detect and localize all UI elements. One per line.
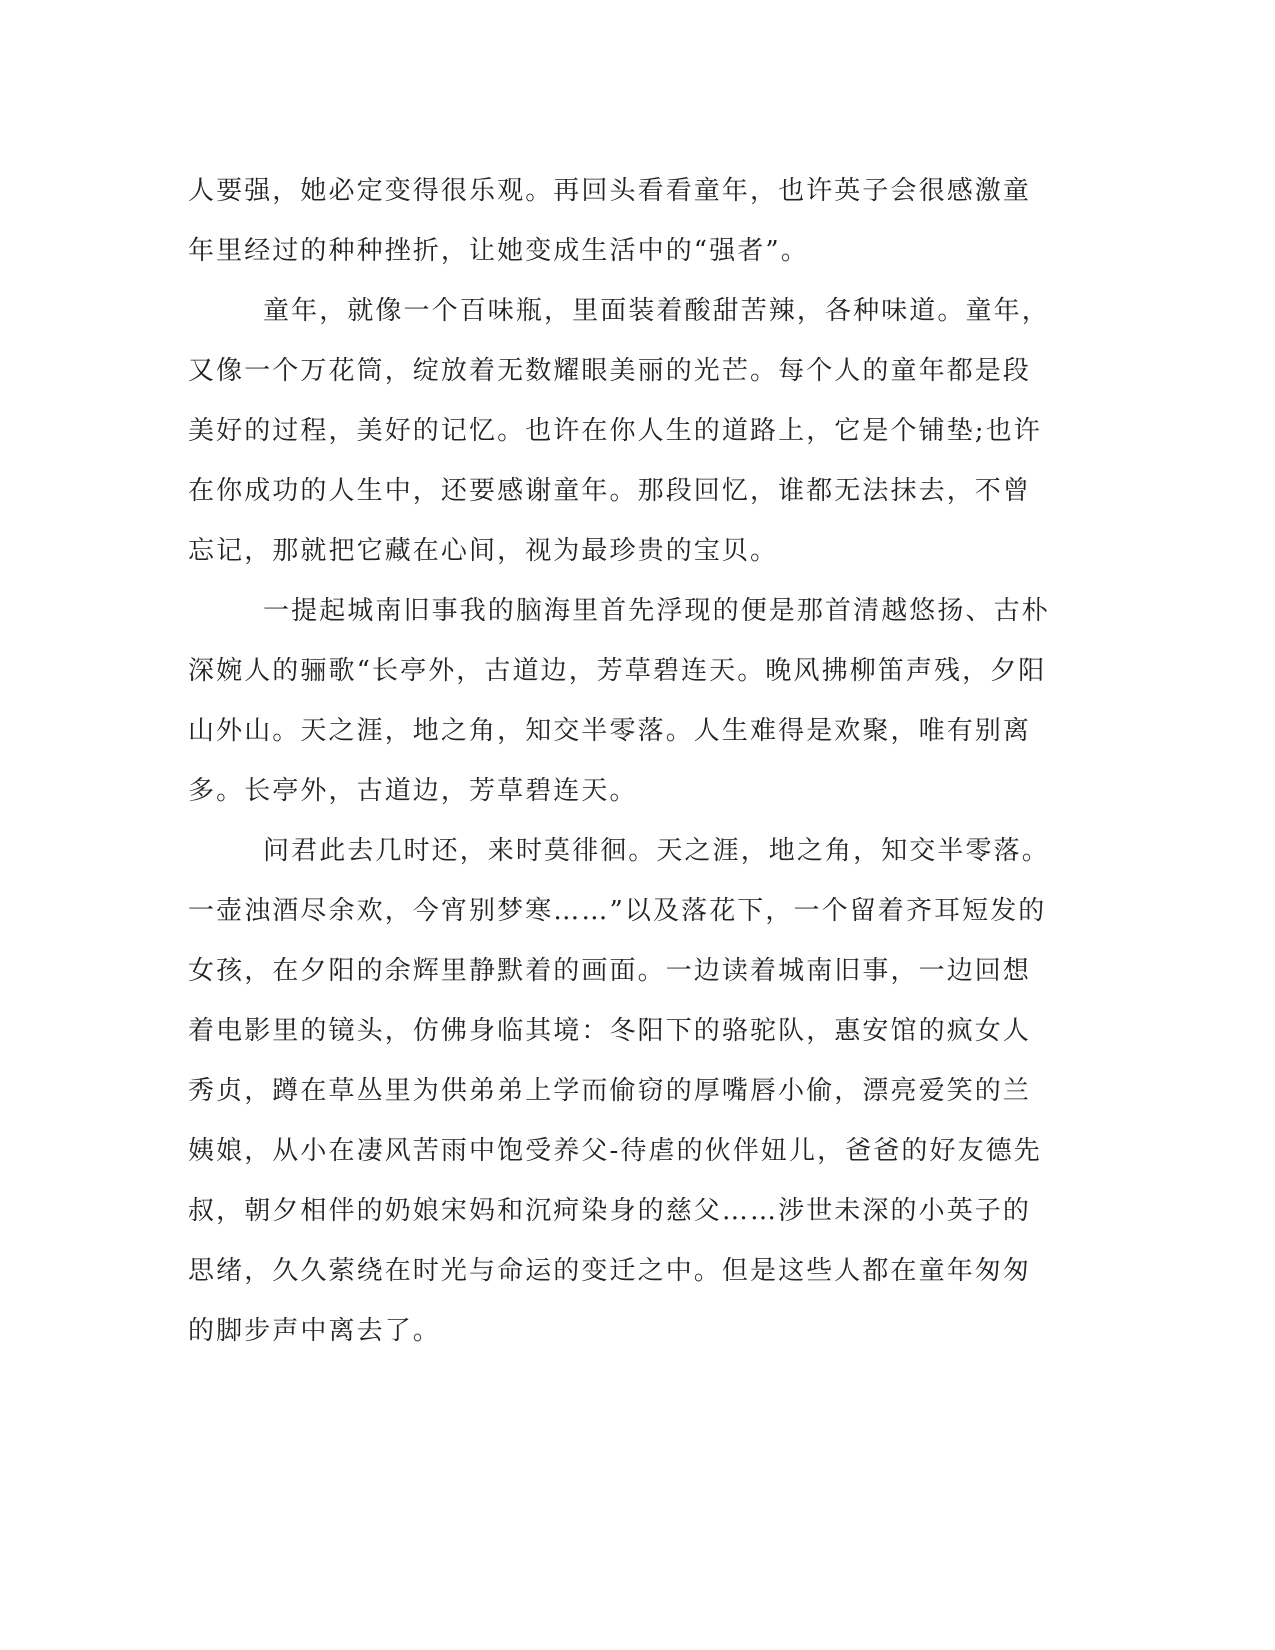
text-line: 的脚步声中离去了。	[188, 1316, 441, 1346]
text-line: 忘记，那就把它藏在心间，视为最珍贵的宝贝。	[188, 536, 779, 566]
text-line: 童年，就像一个百味瓶，里面装着酸甜苦辣，各种味道。童年，	[263, 296, 1050, 326]
text-line: 一提起城南旧事我的脑海里首先浮现的便是那首清越悠扬、古朴	[263, 596, 1050, 626]
text-line: 女孩，在夕阳的余辉里静默着的画面。一边读着城南旧事，一边回想	[188, 956, 1032, 986]
paragraph-4	[188, 821, 1078, 1361]
text-line: 多。长亭外，古道边，芳草碧连天。	[188, 776, 638, 806]
text-line: 一壶浊酒尽余欢，今宵别梦寒……”以及落花下，一个留着齐耳短发的	[188, 896, 1047, 926]
text-line: 年里经过的种种挫折，让她变成生活中的“强者”。	[188, 236, 809, 266]
paragraph-3	[188, 581, 1078, 821]
text-line: 山外山。天之涯，地之角，知交半零落。人生难得是欢聚，唯有别离	[188, 716, 1032, 746]
text-line: 秀贞，蹲在草丛里为供弟弟上学而偷窃的厚嘴唇小偷，漂亮爱笑的兰	[188, 1076, 1032, 1106]
document-body	[188, 161, 1078, 1361]
text-line: 又像一个万花筒，绽放着无数耀眼美丽的光芒。每个人的童年都是段	[188, 356, 1032, 386]
text-line: 姨娘，从小在凄风苦雨中饱受养父-待虐的伙伴妞儿，爸爸的好友德先	[188, 1136, 1042, 1166]
text-line: 着电影里的镜头，仿佛身临其境：冬阳下的骆驼队，惠安馆的疯女人	[188, 1016, 1032, 1046]
text-line: 深婉人的骊歌“长亭外，古道边，芳草碧连天。晚风拂柳笛声残，夕阳	[188, 656, 1047, 686]
paragraph-1	[188, 161, 1078, 281]
text-line: 问君此去几时还，来时莫徘徊。天之涯，地之角，知交半零落。	[263, 836, 1050, 866]
text-line: 在你成功的人生中，还要感谢童年。那段回忆，谁都无法抹去，不曾	[188, 476, 1032, 506]
text-line: 叔，朝夕相伴的奶娘宋妈和沉疴染身的慈父……涉世未深的小英子的	[188, 1196, 1032, 1226]
text-line: 美好的过程，美好的记忆。也许在你人生的道路上，它是个铺垫;也许	[188, 416, 1042, 446]
paragraph-2	[188, 281, 1078, 581]
text-line: 思绪，久久萦绕在时光与命运的变迁之中。但是这些人都在童年匆匆	[188, 1256, 1032, 1286]
text-line: 人要强，她必定变得很乐观。再回头看看童年，也许英子会很感激童	[188, 176, 1032, 206]
